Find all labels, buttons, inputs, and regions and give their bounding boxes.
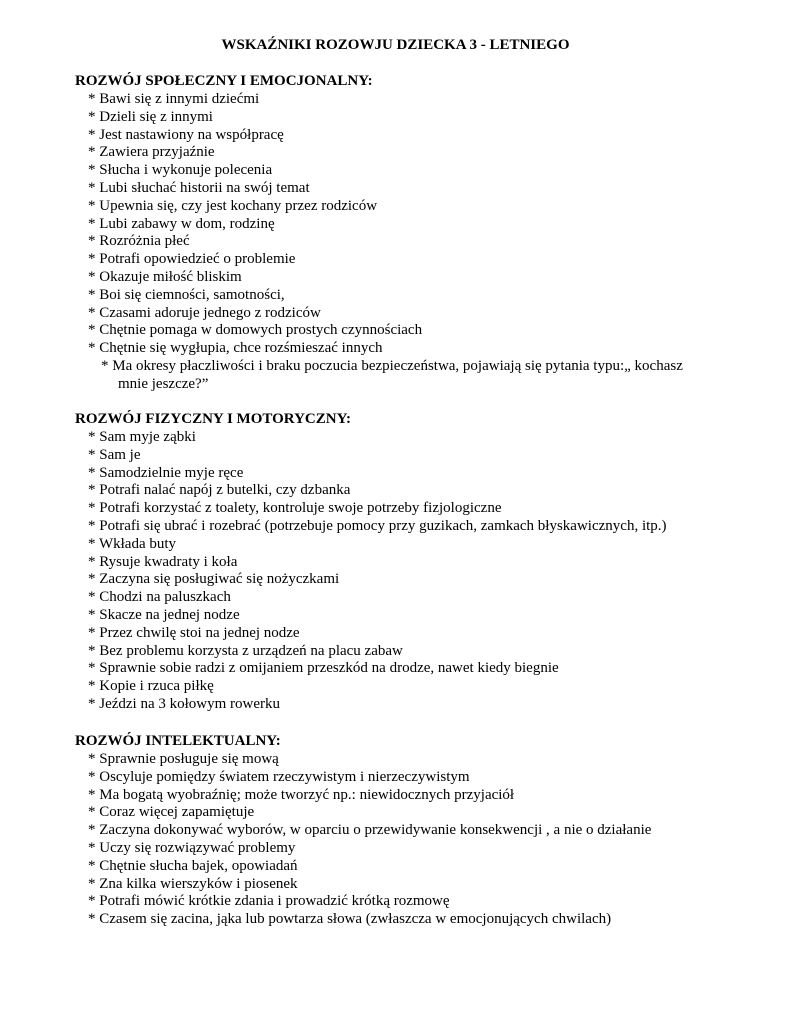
- list-item: * Oscyluje pomiędzy światem rzeczywistym i nierzeczywistym: [88, 768, 470, 785]
- list-item: * Słucha i wykonuje polecenia: [88, 162, 273, 179]
- list-item: * Wkłada buty: [88, 535, 177, 552]
- list-item: * Skacze na jednej nodze: [88, 606, 240, 623]
- list-item: * Przez chwilę stoi na jednej nodze: [88, 624, 300, 641]
- list-item: * Czasami adoruje jednego z rodziców: [88, 304, 321, 321]
- list-item: * Uczy się rozwiązywać problemy: [88, 839, 296, 856]
- list-item: * Coraz więcej zapamiętuje: [88, 804, 255, 821]
- list-item: * Zaczyna się posługiwać się nożyczkami: [88, 571, 340, 588]
- list-item: * Chodzi na paluszkach: [88, 589, 231, 606]
- list-item: * Potrafi korzystać z toalety, kontroluje swoje potrzeby fizjologiczne: [88, 500, 502, 517]
- list-item: * Potrafi się ubrać i rozebrać (potrzebuje pomocy przy guzikach, zamkach błyskawicznych, itp.): [88, 517, 667, 534]
- section-intellectual: [75, 732, 735, 929]
- list-item: * Chętnie pomaga w domowych prostych czynnościach: [88, 322, 423, 339]
- list-item: * Chętnie się wygłupia, chce rozśmieszać innych: [88, 340, 383, 357]
- list-item: * Sprawnie posługuje się mową: [88, 751, 279, 767]
- list-item: * Rozróżnia płeć: [88, 233, 190, 250]
- list-item: * Boi się ciemności, samotności,: [88, 286, 285, 303]
- list-item: * Chętnie słucha bajek, opowiadań: [88, 857, 298, 874]
- list-item: * Okazuje miłość bliskim: [88, 268, 242, 285]
- section-social-emotional: [75, 72, 735, 394]
- list-item: * Lubi słuchać historii na swój temat: [88, 179, 310, 196]
- list-item: * Czasem się zacina, jąka lub powtarza słowa (zwłaszcza w emocjonujących chwilach): [88, 911, 612, 928]
- section-heading: ROZWÓJ INTELEKTUALNY:: [75, 733, 281, 749]
- list-item: * Rysuje kwadraty i koła: [88, 553, 238, 570]
- list-item: * Dzieli się z innymi: [88, 108, 213, 125]
- list-item: * Potrafi opowiedzieć o problemie: [88, 251, 296, 268]
- list-item: * Potrafi mówić krótkie zdania i prowadzić krótką rozmowę: [88, 893, 450, 910]
- list-item: * Jest nastawiony na współpracę: [88, 126, 284, 143]
- sub-list-item: * Ma okresy płaczliwości i braku poczucia bezpieczeństwa, pojawiają się pytania typu:„ kochasz: [101, 357, 683, 374]
- list-item: * Sprawnie sobie radzi z omijaniem przeszkód na drodze, nawet kiedy biegnie: [88, 660, 559, 677]
- list-item: * Bawi się z innymi dziećmi: [88, 91, 260, 107]
- list-item: * Kopie i rzuca piłkę: [88, 678, 214, 695]
- section-heading: ROZWÓJ FIZYCZNY I MOTORYCZNY:: [75, 411, 352, 427]
- list-item: * Ma bogatą wyobraźnię; może tworzyć np.: niewidocznych przyjaciół: [88, 786, 515, 803]
- list-item: * Sam myje ząbki: [88, 429, 196, 445]
- list-item: * Zna kilka wierszyków i piosenek: [88, 875, 298, 892]
- list-item: * Sam je: [88, 446, 141, 463]
- list-item: * Lubi zabawy w dom, rodzinę: [88, 215, 275, 232]
- list-item: * Upewnia się, czy jest kochany przez rodziców: [88, 197, 378, 214]
- list-item: * Bez problemu korzysta z urządzeń na placu zabaw: [88, 642, 403, 659]
- list-item: * Jeździ na 3 kołowym rowerku: [88, 695, 281, 712]
- list-item: * Samodzielnie myje ręce: [88, 464, 244, 481]
- page-title: WSKAŹNIKI ROZOWJU DZIECKA 3 - LETNIEGO: [221, 37, 570, 53]
- list-item: * Potrafi nalać napój z butelki, czy dzbanka: [88, 482, 351, 499]
- sub-list-item-continuation: mnie jeszcze?”: [118, 375, 209, 392]
- list-item: * Zaczyna dokonywać wyborów, w oparciu o przewidywanie konsekwencji , a nie o działanie: [88, 822, 652, 839]
- section-heading: ROZWÓJ SPOŁECZNY I EMOCJONALNY:: [75, 73, 373, 89]
- list-item: * Zawiera przyjaźnie: [88, 144, 215, 161]
- section-physical-motor: [75, 410, 735, 714]
